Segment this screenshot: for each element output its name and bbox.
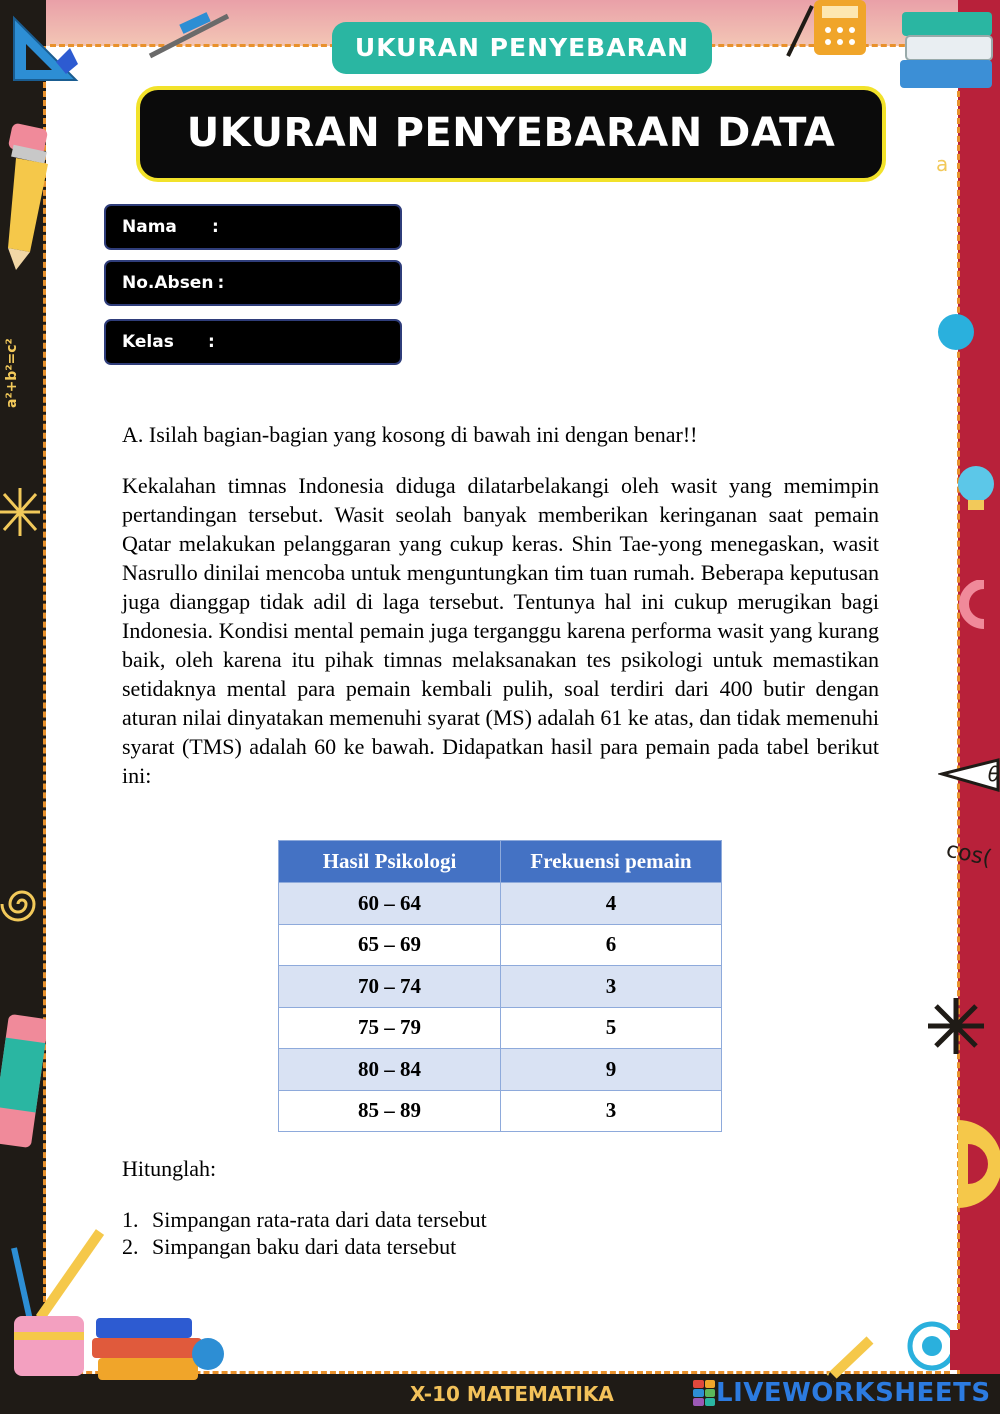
table-header-row (279, 841, 722, 883)
task-number: 1. (122, 1207, 139, 1232)
liveworksheets-watermark[interactable]: LIVEWORKSHEETS (716, 1378, 991, 1408)
interval-cell: 65 – 69 (279, 924, 501, 966)
dot-icon (936, 312, 976, 352)
table-row (279, 924, 722, 966)
asterisk-icon (0, 484, 44, 540)
table-row (279, 1049, 722, 1091)
interval-cell: 85 – 89 (279, 1090, 501, 1132)
frequency-cell: 5 (501, 1007, 722, 1049)
page-title: UKURAN PENYEBARAN DATA (136, 86, 886, 182)
spiral-icon (0, 880, 44, 928)
letter-a-decor: a (936, 152, 949, 176)
name-field-colon: : (212, 217, 219, 237)
interval-cell: 80 – 84 (279, 1049, 501, 1091)
interval-cell: 75 – 79 (279, 1007, 501, 1049)
table-row (279, 883, 722, 925)
target-icon (906, 1318, 976, 1378)
tasks-list (122, 1206, 487, 1260)
table-row (279, 966, 722, 1008)
frequency-cell: 9 (501, 1049, 722, 1091)
pythagoras-formula-decor: a²+b²=c² (4, 338, 20, 408)
arc-icon (954, 580, 1000, 630)
frequency-cell: 4 (501, 883, 722, 925)
class-field[interactable] (104, 319, 402, 365)
frequency-table (278, 840, 722, 1132)
table-row (279, 1007, 722, 1049)
list-item (122, 1233, 487, 1260)
liveworksheets-logo-icon (693, 1380, 715, 1406)
interval-cell: 60 – 64 (279, 883, 501, 925)
frequency-cell: 6 (501, 924, 722, 966)
story-paragraph: Kekalahan timnas Indonesia diduga dilatarbelakangi oleh wasit yang memimpin pertandingan tersebut. Wasit seolah banyak memberikan keringanan saat pemain Qatar melakukan pelanggaran yang cukup keras. Shin Tae-yong menegaskan, wasit Nasrullo dinilai mencoba untuk menguntungkan tim tuan rumah. Beberapa keputusan juga dianggap tidak adil di laga tersebut. Tentunya hal ini cukup merugikan bagi Indonesia. Kondisi mental pemain juga terganggu karena performa wasit yang kurang baik, oleh karena itu pihak timnas melaksanakan tes psikologi untuk memastikan setidaknya mental para pemain kembali pulih, soal terdiri dari 400 butir dengan aturan nilai dinyatakan memenuhi syarat (MS) adalah 61 ke atas, dan tidak memenuhi syarat (TMS) adalah 60 ke bawah. Didapatkan hasil para pemain pada tabel berikut ini: (122, 473, 879, 788)
absen-number-field-colon: : (217, 273, 225, 293)
instruction-text: A. Isilah bagian-bagian yang kosong di bawah ini dengan benar!! (122, 422, 698, 447)
header-banner: UKURAN PENYEBARAN (332, 22, 712, 74)
protractor-icon (952, 1114, 1000, 1214)
calculator-icon (784, 0, 884, 60)
compass-icon (140, 8, 240, 63)
cos-formula-decor: cos( (943, 837, 994, 872)
name-field[interactable] (104, 204, 402, 250)
books-stack-icon (896, 2, 1000, 98)
name-field-label: Nama (122, 217, 177, 237)
header-frekuensi-pemain: Frekuensi pemain (501, 841, 722, 883)
task-number: 2. (122, 1234, 139, 1259)
class-field-label: Kelas (122, 332, 174, 352)
list-item (122, 1206, 487, 1233)
frequency-cell: 3 (501, 1090, 722, 1132)
footer-subject: X-10 MATEMATIKA (410, 1382, 614, 1406)
interval-cell: 70 – 74 (279, 966, 501, 1008)
task-text: Simpangan baku dari data tersebut (152, 1234, 457, 1259)
absen-number-field[interactable] (104, 260, 402, 306)
star-burst-icon (926, 996, 986, 1056)
header-hasil-psikologi: Hasil Psikologi (279, 841, 501, 883)
class-field-colon: : (208, 332, 215, 352)
lightbulb-icon (950, 460, 1000, 516)
eraser-icon (0, 1010, 46, 1156)
tasks-heading: Hitunglah: (122, 1156, 217, 1181)
task-text: Simpangan rata-rata dari data tersebut (152, 1207, 487, 1232)
books-bottom-icon (90, 1314, 230, 1384)
absen-number-field-label: No.Absen (122, 273, 214, 293)
theta-decor: θ (987, 762, 1000, 786)
set-square-icon (10, 14, 90, 84)
table-row (279, 1090, 722, 1132)
frequency-cell: 3 (501, 966, 722, 1008)
pencil-icon (2, 122, 60, 272)
